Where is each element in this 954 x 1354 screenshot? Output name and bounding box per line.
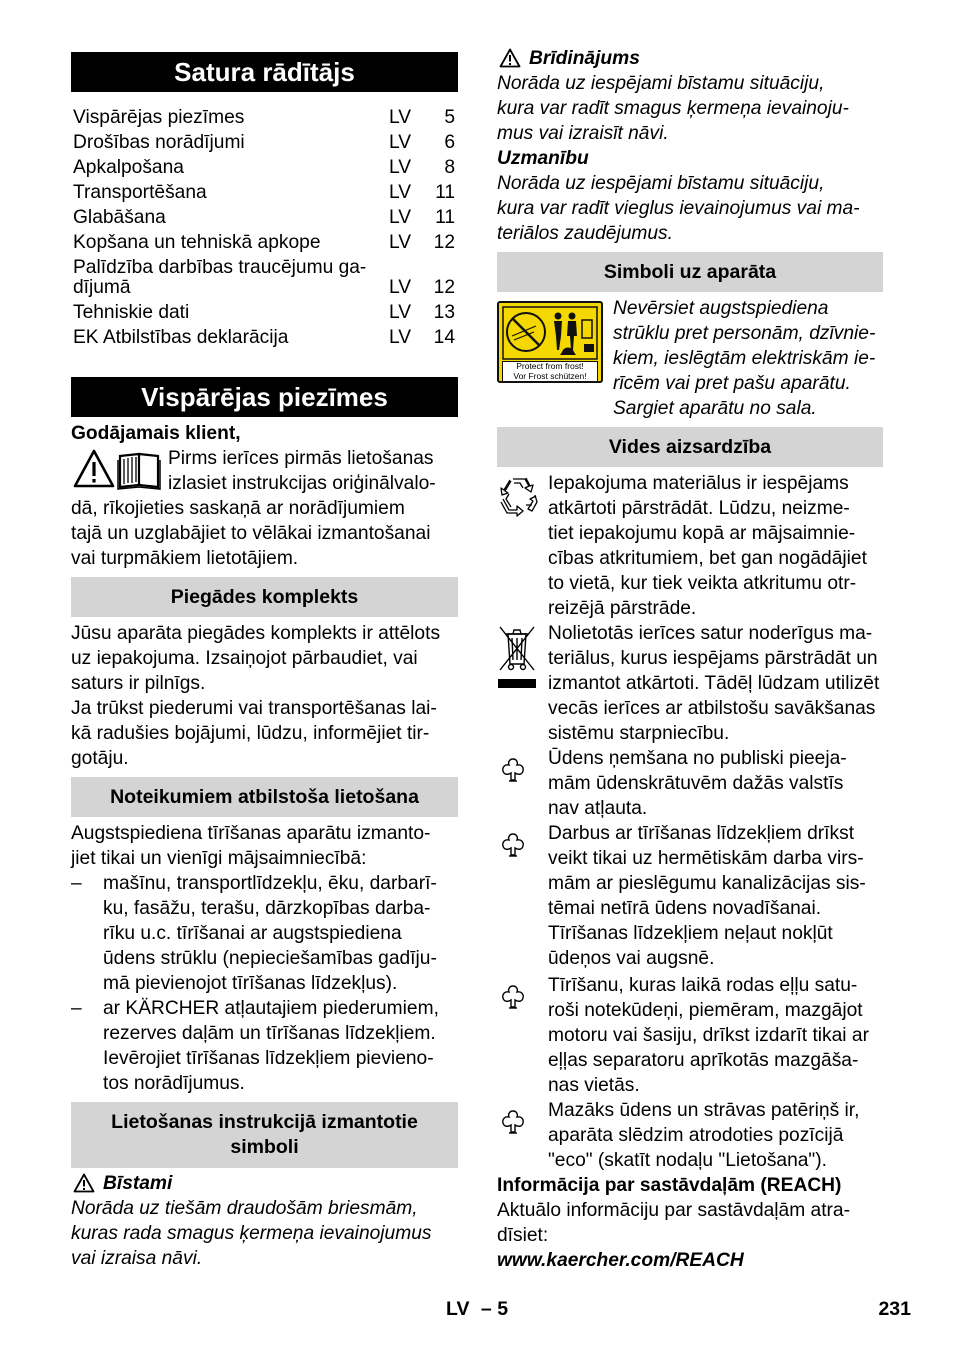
text-line: ku, fasāžu, terašu, dārzkopības darba-	[103, 898, 431, 919]
toc-item-title: Vispārējas piezīmes	[73, 107, 245, 128]
environment-note-2	[548, 821, 883, 971]
toc-item[interactable]	[71, 230, 458, 255]
toc-item-lang: LV	[389, 107, 412, 128]
text-line: Darbus ar tīrīšanas līdzekļiem drīkst	[548, 823, 855, 844]
toc-item[interactable]	[71, 155, 458, 180]
danger-label-row	[71, 1171, 458, 1196]
warning-text	[497, 71, 883, 146]
text-line: saturs ir pilnīgs.	[71, 673, 206, 694]
toc-item-title-line: Palīdzība darbības traucējumu ga-	[73, 257, 367, 278]
environment-note-4	[548, 1098, 883, 1173]
text-line: Nolietotās ierīces satur noderīgus ma-	[548, 623, 873, 644]
text-line: Ūdens ņemšana no publiski pieeja-	[548, 748, 847, 769]
toc-heading	[71, 52, 458, 92]
general-title: Vispārējas piezīmes	[141, 382, 388, 412]
text-line: atkārtoti pārstrādāt. Lūdzu, neizme-	[548, 498, 850, 519]
reach-text	[497, 1198, 883, 1248]
toc-item-page: 8	[444, 157, 455, 178]
sticker-text: Protect from frost!	[516, 361, 584, 371]
toc-item-title: Tehniskie dati	[73, 302, 190, 323]
usage-title: Noteikumiem atbilstoša lietošana	[110, 786, 419, 808]
toc-item-page: 11	[435, 207, 455, 228]
toc-title: Satura rādītājs	[174, 57, 355, 87]
text-line: dīsiet:	[497, 1225, 549, 1246]
footer-section-page: 5	[497, 1298, 509, 1320]
text-line: reizējā pārstrāde.	[548, 598, 697, 619]
toc-item-lang: LV	[389, 277, 412, 298]
text-line: izmantot atkārtoti. Tādēļ lūdzam utilizēt	[548, 673, 880, 694]
toc-item-page: 12	[433, 232, 455, 253]
delivery-heading	[71, 577, 458, 617]
intro-first-lines	[168, 446, 458, 496]
text-line: vai turpmākiem lietotājiem.	[71, 548, 299, 569]
environment-tree-icon	[499, 756, 527, 784]
text-line: mā pievienojot tīrīšanas līdzekļus).	[103, 973, 398, 994]
intro-rest	[71, 496, 458, 571]
usage-bullet	[71, 871, 458, 996]
device-symbols-heading	[497, 252, 883, 292]
weee-text	[548, 621, 883, 746]
text-line: nav atļauta.	[548, 798, 648, 819]
delivery-text	[71, 621, 458, 771]
frost-sticker-label	[502, 361, 598, 382]
warning-label-row	[497, 46, 883, 71]
bullet-dash: –	[71, 873, 82, 894]
toc-item-page: 12	[433, 277, 455, 298]
toc-item-title: Kopšana un tehniskā apkope	[73, 232, 321, 253]
heading-line: simboli	[230, 1136, 299, 1158]
text-line: Sargiet aparātu no sala.	[613, 398, 817, 419]
text-line: rīku u.c. tīrīšanai ar augstspiediena	[103, 923, 402, 944]
usage-intro	[71, 821, 458, 871]
text-line: izlasiet instrukcijas oriģinālvalo-	[168, 473, 436, 494]
text-line: ūdeņos vai augsnē.	[548, 948, 715, 969]
text-line: mām ar pieslēgumu kanalizācijas sis-	[548, 873, 866, 894]
text-line: mus vai izraisīt nāvi.	[497, 123, 669, 144]
toc-item-page: 13	[433, 302, 455, 323]
toc-item-lang: LV	[389, 232, 412, 253]
toc-item[interactable]	[71, 205, 458, 230]
device-symbols-title: Simboli uz aparāta	[603, 261, 777, 283]
text-line: rezerves daļām un tīrīšanas līdzekļiem.	[103, 1023, 436, 1044]
text-line: Augstspiediena tīrīšanas aparātu izmanto-	[71, 823, 431, 844]
toc-item-page: 14	[433, 327, 455, 348]
text-line: cības atkritumiem, bet gan nogādājiet	[548, 548, 867, 569]
toc-item-title: Apkalpošana	[73, 157, 184, 178]
toc-item[interactable]	[71, 300, 458, 325]
text-line: tos norādījumus.	[103, 1073, 245, 1094]
toc-item-title: Transportēšana	[73, 182, 207, 203]
text-line: kā radušies bojājumi, lūdzu, informējiet tir-	[71, 723, 430, 744]
text-line: teriālos zaudējumus.	[497, 223, 673, 244]
text-line: sistēmu starpniecību.	[548, 723, 730, 744]
text-line: mām ūdenskrātuvēm dažās valstīs	[548, 773, 844, 794]
toc-item-lang: LV	[389, 207, 412, 228]
text-line: Nevērsiet augstspiediena	[613, 298, 829, 319]
toc-item-lang: LV	[389, 327, 412, 348]
text-line: ar KÄRCHER atļautajiem piederumiem,	[103, 998, 439, 1019]
warning-triangle-icon	[73, 1173, 95, 1193]
environment-tree-icon	[499, 983, 527, 1011]
text-line: teriālus, kurus iespējams pārstrādāt un	[548, 648, 878, 669]
toc-item-page: 6	[444, 132, 455, 153]
salutation: Godājamais klient,	[71, 423, 241, 444]
text-line: tēmai netīrā ūdens novadīšanai.	[548, 898, 822, 919]
manual-symbols-heading	[71, 1102, 458, 1168]
warning-label: Brīdinājums	[529, 48, 640, 69]
toc-item-title: Glabāšana	[73, 207, 166, 228]
text-line: Mazāks ūdens un strāvas patēriņš ir,	[548, 1100, 860, 1121]
environment-tree-icon	[499, 1108, 527, 1136]
toc-item-title-line: dījumā	[73, 277, 131, 298]
text-line: motoru vai šasiju, drīkst izdarīt tikai ar	[548, 1025, 869, 1046]
text-line: Jūsu aparāta piegādes komplekts ir attēlots	[71, 623, 441, 644]
footer-lang: LV	[446, 1298, 470, 1320]
delivery-title: Piegādes komplekts	[170, 586, 359, 608]
caution-label: Uzmanību	[497, 148, 589, 169]
text-line: Tīrīšanas līdzekļiem neļaut nokļūt	[548, 923, 833, 944]
usage-heading	[71, 777, 458, 817]
recycling-icon	[498, 475, 540, 517]
text-line: kura var radīt vieglus ievainojumus vai ma-	[497, 198, 860, 219]
text-line: eļļas separatoru aprīkotās mazgāša-	[548, 1050, 859, 1071]
danger-text	[71, 1196, 458, 1271]
text-line: gotāju.	[71, 748, 129, 769]
text-line: Ja trūkst piederumi vai transportēšanas lai-	[71, 698, 437, 719]
reach-title: Informācija par sastāvdaļām (REACH)	[497, 1175, 842, 1196]
bullet-dash: –	[71, 998, 82, 1019]
text-line: dā, rīkojieties saskaņā ar norādījumiem	[71, 498, 405, 519]
usage-bullet	[71, 996, 458, 1096]
text-line: kura var radīt smagus ķermeņa ievainoju-	[497, 98, 849, 119]
environment-title: Vides aizsardzība	[608, 436, 772, 458]
text-line: tajā un uzglabājiet to vēlākai izmantošanai	[71, 523, 431, 544]
toc-item[interactable]	[71, 105, 458, 130]
no-spray-people-icon	[502, 306, 598, 360]
footer-section-ref	[446, 1297, 508, 1322]
toc-item-lang: LV	[389, 302, 412, 323]
toc-item[interactable]	[71, 130, 458, 155]
environment-tree-icon	[499, 831, 527, 859]
toc-item-page: 5	[444, 107, 455, 128]
text-line: kuras rada smagus ķermeņa ievainojumus	[71, 1223, 432, 1244]
warning-triangle-icon	[499, 48, 521, 68]
environment-note-3	[548, 973, 883, 1098]
read-manual-icons	[73, 448, 163, 490]
toc-item-lang: LV	[389, 157, 412, 178]
text-line: Pirms ierīces pirmās lietošanas	[168, 448, 434, 469]
general-heading	[71, 377, 458, 417]
reach-link[interactable]: www.kaercher.com/REACH	[497, 1250, 744, 1271]
toc-item-page: 11	[435, 182, 455, 203]
toc-item[interactable]	[71, 255, 458, 300]
text-line: aparāta slēdzim atrodoties pozīcijā	[548, 1125, 844, 1146]
text-line: Aktuālo informāciju par sastāvdaļām atra-	[497, 1200, 850, 1221]
recycling-text	[548, 471, 883, 621]
text-line: Tīrīšanu, kuras laikā rodas eļļu satu-	[548, 975, 858, 996]
caution-text	[497, 171, 883, 246]
text-line: vecās ierīces ar atbilstošu savākšanas	[548, 698, 876, 719]
text-line: vai izraisa nāvi.	[71, 1248, 203, 1269]
toc-item-title: Drošības norādījumi	[73, 132, 245, 153]
text-line: nas vietās.	[548, 1075, 640, 1096]
text-line: jiet tikai un vienīgi mājsaimniecībā:	[71, 848, 367, 869]
toc-item[interactable]	[71, 325, 458, 350]
toc-item-lang: LV	[389, 132, 412, 153]
device-symbols-text	[613, 296, 883, 421]
text-line: Iepakojuma materiālus ir iespējams	[548, 473, 849, 494]
heading-line: Lietošanas instrukcijā izmantotie	[111, 1111, 418, 1133]
footer-sep: –	[480, 1298, 492, 1320]
environment-note-1	[548, 746, 883, 821]
crossed-bin-icon	[497, 624, 537, 690]
text-line: kiem, ieslēgtām elektriskām ie-	[613, 348, 876, 369]
text-line: Ievērojiet tīrīšanas līdzekļiem pievieno-	[103, 1048, 434, 1069]
frost-warning-sticker	[497, 301, 603, 383]
environment-heading	[497, 427, 883, 467]
text-line: Norāda uz iespējami bīstamu situāciju,	[497, 73, 825, 94]
text-line: veikt tikai uz hermētiskām darba virs-	[548, 848, 864, 869]
text-line: strūklu pret personām, dzīvnie-	[613, 323, 876, 344]
toc-item-title: EK Atbilstības deklarācija	[73, 327, 289, 348]
text-line: uz iepakojuma. Izsaiņojot pārbaudiet, vai	[71, 648, 418, 669]
text-line: ūdens strūklu (nepieciešamības gadīju-	[103, 948, 437, 969]
text-line: roši notekūdeņi, piemēram, mazgājot	[548, 1000, 863, 1021]
toc-item-lang: LV	[389, 182, 412, 203]
text-line: Norāda uz iespējami bīstamu situāciju,	[497, 173, 825, 194]
text-line: Norāda uz tiešām draudošām briesmām,	[71, 1198, 418, 1219]
toc-item[interactable]	[71, 180, 458, 205]
text-line: rīcēm vai pret pašu aparātu.	[613, 373, 851, 394]
toc-item-title	[73, 258, 366, 298]
text-line: "eco" (skatīt nodaļu "Lietošana").	[548, 1150, 827, 1171]
page-number: 231	[878, 1298, 911, 1320]
toc-list	[71, 105, 458, 355]
text-line: tiet iepakojumu kopā ar mājsaimnie-	[548, 523, 856, 544]
text-line: to vietā, kur tiek veikta atkritumu otr-	[548, 573, 857, 594]
sticker-text: Vor Frost schützen!	[513, 370, 587, 381]
text-line: mašīnu, transportlīdzekļu, ēku, darbarī-	[103, 873, 437, 894]
danger-label: Bīstami	[103, 1173, 173, 1194]
warning-book-icon	[73, 448, 163, 490]
